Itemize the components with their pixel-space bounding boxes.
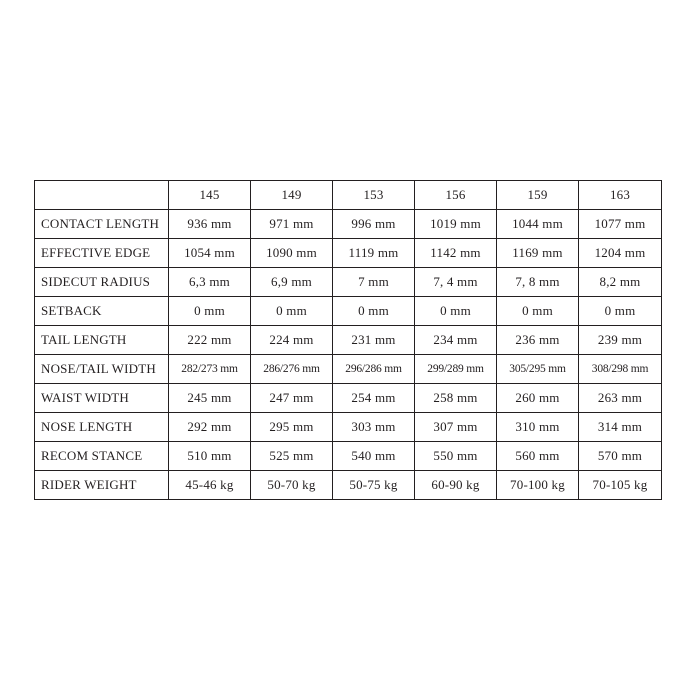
table-cell: 245 mm bbox=[169, 384, 251, 413]
table-cell: 1169 mm bbox=[497, 239, 579, 268]
table-cell: 254 mm bbox=[333, 384, 415, 413]
size-spec-table bbox=[34, 180, 662, 500]
table-cell: 0 mm bbox=[579, 297, 661, 326]
table-cell: 540 mm bbox=[333, 442, 415, 471]
table-cell: 295 mm bbox=[251, 413, 333, 442]
table-cell: 971 mm bbox=[251, 210, 333, 239]
size-header: 156 bbox=[415, 181, 497, 210]
table-cell: 1044 mm bbox=[497, 210, 579, 239]
table-cell: 560 mm bbox=[497, 442, 579, 471]
row-label: SIDECUT RADIUS bbox=[35, 268, 169, 297]
table-row-waist-width bbox=[35, 384, 661, 413]
table-cell: 8,2 mm bbox=[579, 268, 661, 297]
table-cell: 296/286 mm bbox=[333, 355, 415, 384]
table-cell: 314 mm bbox=[579, 413, 661, 442]
table-cell: 0 mm bbox=[415, 297, 497, 326]
table-cell: 286/276 mm bbox=[251, 355, 333, 384]
table-cell: 247 mm bbox=[251, 384, 333, 413]
row-label: NOSE LENGTH bbox=[35, 413, 169, 442]
table-cell: 222 mm bbox=[169, 326, 251, 355]
table-row-sidecut-radius bbox=[35, 268, 661, 297]
table-cell: 525 mm bbox=[251, 442, 333, 471]
table-cell: 299/289 mm bbox=[415, 355, 497, 384]
table-cell: 510 mm bbox=[169, 442, 251, 471]
row-label: SETBACK bbox=[35, 297, 169, 326]
table-cell: 0 mm bbox=[169, 297, 251, 326]
table-cell: 6,3 mm bbox=[169, 268, 251, 297]
table-row-nose-tail-width bbox=[35, 355, 661, 384]
table-cell: 45-46 kg bbox=[169, 471, 251, 499]
table-cell: 70-105 kg bbox=[592, 477, 648, 492]
size-header: 145 bbox=[169, 181, 251, 210]
row-label: RIDER WEIGHT bbox=[35, 471, 169, 499]
table-cell: 231 mm bbox=[333, 326, 415, 355]
table-row-effective-edge bbox=[35, 239, 661, 268]
spec-rows bbox=[35, 210, 661, 499]
table-cell: 7 mm bbox=[333, 268, 415, 297]
table-cell: 307 mm bbox=[415, 413, 497, 442]
table-cell: 292 mm bbox=[169, 413, 251, 442]
table-cell: 0 mm bbox=[251, 297, 333, 326]
table-cell: 50-75 kg bbox=[333, 471, 415, 499]
table-cell: 0 mm bbox=[497, 297, 579, 326]
table-cell: 303 mm bbox=[333, 413, 415, 442]
table-cell: 263 mm bbox=[579, 384, 661, 413]
table-cell: 282/273 mm bbox=[169, 355, 251, 384]
row-label: RECOM STANCE bbox=[35, 442, 169, 471]
table-cell: 0 mm bbox=[333, 297, 415, 326]
row-label: NOSE/TAIL WIDTH bbox=[35, 355, 169, 384]
table-cell: 936 mm bbox=[169, 210, 251, 239]
table-row-setback bbox=[35, 297, 661, 326]
table-cell: 6,9 mm bbox=[251, 268, 333, 297]
table-cell: 1090 mm bbox=[251, 239, 333, 268]
table-cell: 305/295 mm bbox=[497, 355, 579, 384]
table-cell: 239 mm bbox=[579, 326, 661, 355]
table-cell: 1019 mm bbox=[415, 210, 497, 239]
table-cell: 570 mm bbox=[579, 442, 661, 471]
table-cell: 1077 mm bbox=[579, 210, 661, 239]
table-cell: 550 mm bbox=[415, 442, 497, 471]
table-cell: 7, 4 mm bbox=[415, 268, 497, 297]
header-row bbox=[35, 181, 661, 210]
table-cell: 310 mm bbox=[497, 413, 579, 442]
row-label: CONTACT LENGTH bbox=[35, 210, 169, 239]
size-header: 153 bbox=[333, 181, 415, 210]
table-cell: 50-70 kg bbox=[251, 471, 333, 499]
table-cell: 1119 mm bbox=[333, 239, 415, 268]
row-label: EFFECTIVE EDGE bbox=[35, 239, 169, 268]
table-cell: 7, 8 mm bbox=[497, 268, 579, 297]
table-cell: 1142 mm bbox=[415, 239, 497, 268]
size-header: 159 bbox=[497, 181, 579, 210]
size-header: 163 bbox=[579, 181, 661, 210]
table-cell: 1204 mm bbox=[579, 239, 661, 268]
corner-cell bbox=[35, 181, 169, 210]
table-row-tail-length bbox=[35, 326, 661, 355]
table-row-contact-length bbox=[35, 210, 661, 239]
table-cell: 70-100 kg bbox=[497, 471, 579, 499]
size-header: 149 bbox=[251, 181, 333, 210]
row-label: WAIST WIDTH bbox=[35, 384, 169, 413]
table-cell: 996 mm bbox=[333, 210, 415, 239]
table-row-rider-weight bbox=[35, 471, 661, 499]
table-cell: 224 mm bbox=[251, 326, 333, 355]
row-label: TAIL LENGTH bbox=[35, 326, 169, 355]
table-cell: 308/298 mm bbox=[579, 355, 661, 384]
table-cell: 234 mm bbox=[415, 326, 497, 355]
table-cell: 60-90 kg bbox=[415, 471, 497, 499]
table-cell: 1054 mm bbox=[169, 239, 251, 268]
table-row-nose-length bbox=[35, 413, 661, 442]
table-cell: 236 mm bbox=[497, 326, 579, 355]
table-row-recom-stance bbox=[35, 442, 661, 471]
table-cell: 258 mm bbox=[415, 384, 497, 413]
table-cell: 260 mm bbox=[497, 384, 579, 413]
